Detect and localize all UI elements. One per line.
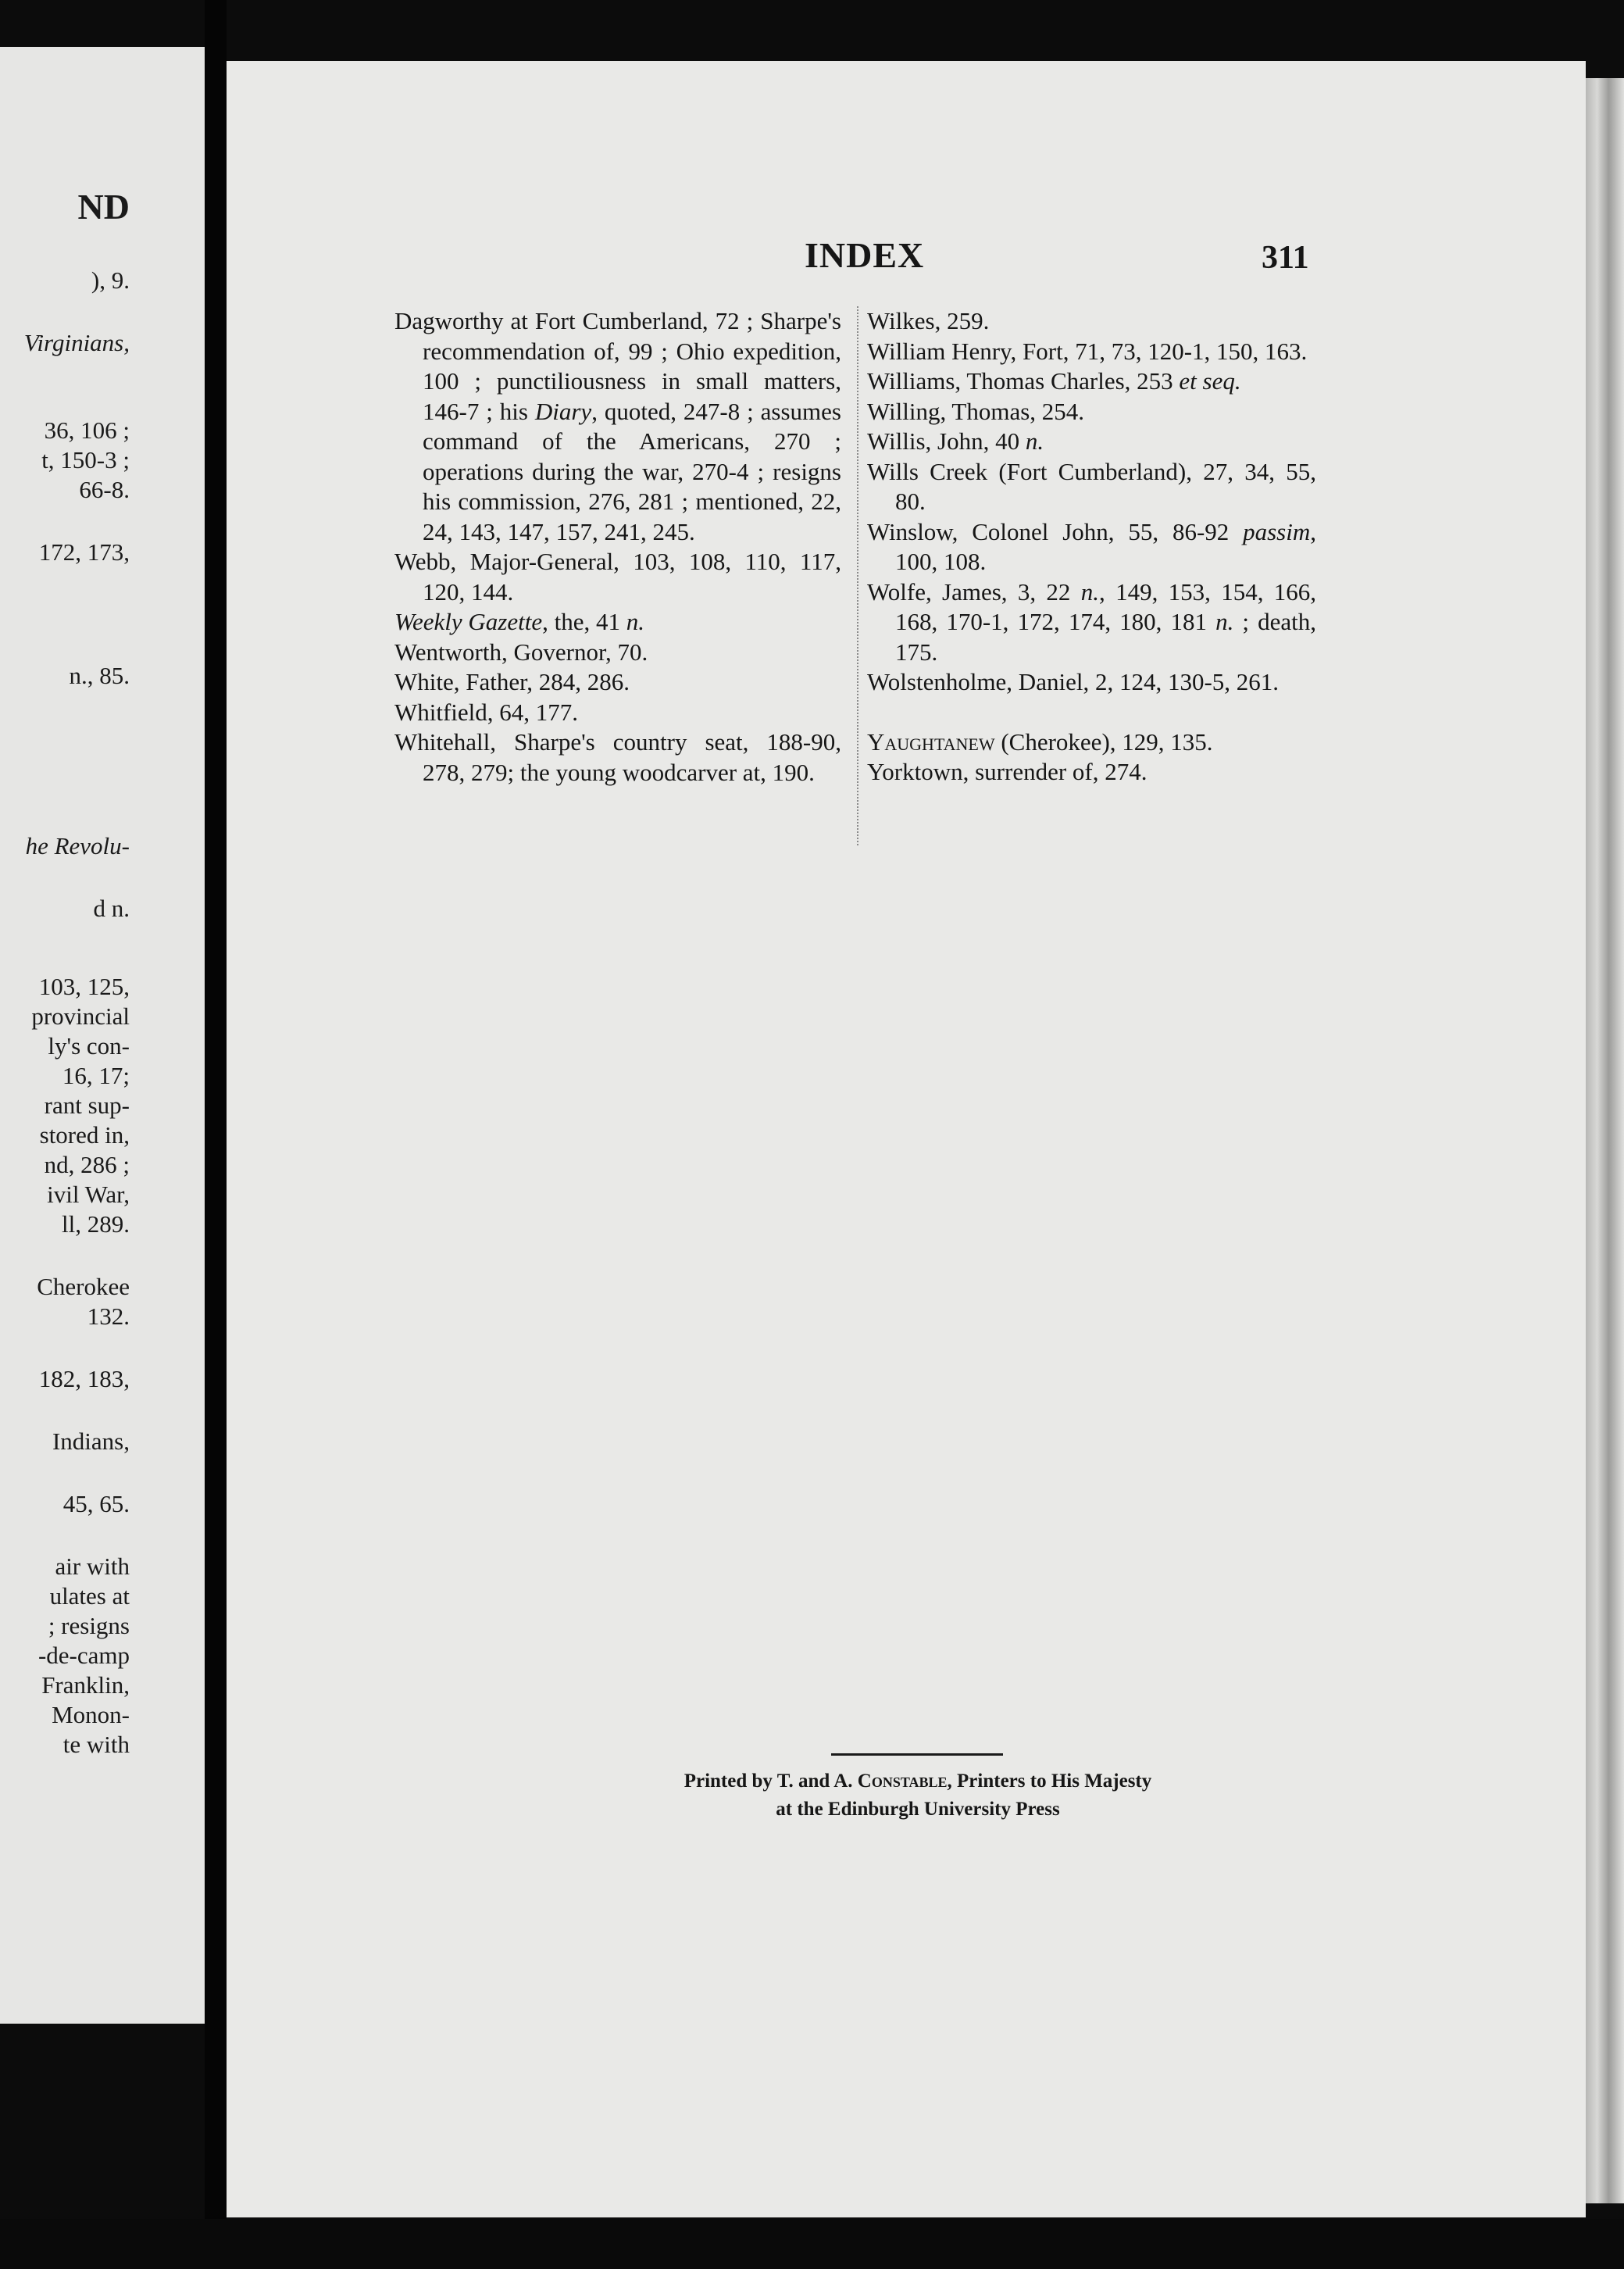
facing-page-text-fragment: d n.	[93, 895, 130, 922]
facing-page-text-fragment: 16, 17;	[62, 1062, 130, 1089]
facing-page-text-fragment: 45, 65.	[62, 1490, 130, 1517]
facing-page-text-fragment: t, 150-3 ;	[41, 446, 130, 473]
index-entry-wolstenholme: Wolstenholme, Daniel, 2, 124, 130-5, 261.	[867, 668, 1280, 695]
facing-page-text-fragment: Monon-	[52, 1701, 130, 1728]
facing-page-text-fragment: ; resigns	[48, 1612, 130, 1639]
page-number: 311	[1262, 240, 1309, 276]
facing-page-text-fragment: 182, 183,	[38, 1365, 130, 1392]
column-divider	[857, 306, 858, 845]
index-entry-whitehall: Whitehall, Sharpe's country seat, 188-90, 278, 279; the young woodcarver at, 190.	[394, 728, 841, 786]
facing-page-text-fragment: Franklin,	[41, 1671, 130, 1699]
facing-page-text-fragment: 66-8.	[79, 476, 130, 503]
facing-page-text-fragment: ulates at	[49, 1582, 130, 1610]
index-entry-yaughtanew: Yaughtanew (Cherokee), 129, 135.	[867, 727, 1213, 756]
index-entry-wolfe: Wolfe, James, 3, 22 n., 149, 153, 154, 166, 168, 170-1, 172, 174, 180, 181 n. ; death, 175.	[867, 577, 1317, 666]
imprint-rule	[831, 1753, 1003, 1756]
facing-page-text-fragment: ), 9.	[91, 266, 130, 294]
index-entry-wentworth: Wentworth, Governor, 70.	[394, 638, 648, 666]
printer-imprint	[547, 1767, 1289, 1824]
facing-page-text-fragment: ly's con-	[48, 1032, 130, 1059]
index-entry-willing: Willing, Thomas, 254.	[867, 397, 1085, 425]
facing-page-text-fragment: -de-camp	[37, 1642, 130, 1669]
facing-page-text-fragment: provincial	[31, 1002, 130, 1030]
imprint-line-1: Printed by T. and A. Constable, Printers to His Majesty	[684, 1771, 1152, 1792]
facing-page-text-fragment: stored in,	[39, 1121, 130, 1149]
facing-page-text-fragment: 103, 125,	[38, 973, 130, 1000]
facing-page-text-fragment: Virginians,	[23, 329, 130, 356]
facing-page-text-fragment: 132.	[87, 1302, 130, 1330]
page-title: INDEX	[805, 235, 925, 275]
index-entry-williams: Williams, Thomas Charles, 253 et seq.	[867, 367, 1241, 395]
facing-page-text-fragment: te with	[62, 1731, 130, 1758]
facing-page-text-fragment: air with	[55, 1553, 130, 1580]
facing-page-text-fragment: he Revolu-	[25, 832, 130, 859]
facing-page-left	[0, 47, 205, 2024]
page-edge	[1586, 78, 1624, 2203]
index-entry-wilkes: Wilkes, 259.	[867, 307, 990, 334]
index-entry-william-henry: William Henry, Fort, 71, 73, 120-1, 150, 163.	[867, 337, 1308, 365]
index-entry-white: White, Father, 284, 286.	[394, 668, 630, 695]
index-entry-dagworthy: Dagworthy at Fort Cumberland, 72 ; Sharpe's recommendation of, 99 ; Ohio expedition, 100 ; punctiliousness in small matters, 146-7 ; his Diary, quoted, 247-8 ; assumes command of the Americans, 270 ; operations during the war, 270-4 ; resigns his commission, 276, 281 ; mentioned, 22, 24, 143, 147, 157, 241, 245.	[394, 307, 841, 545]
index-column-left	[394, 306, 841, 788]
index-entry-wills-creek: Wills Creek (Fort Cumberland), 27, 34, 55, 80.	[867, 457, 1316, 515]
index-entry-whitfield: Whitfield, 64, 177.	[394, 698, 579, 726]
facing-page-text-fragment: rant sup-	[44, 1092, 130, 1119]
index-entry-webb: Webb, Major-General, 103, 108, 110, 117, 120, 144.	[394, 548, 841, 606]
index-entry-weekly-gazette: Weekly Gazette, the, 41 n.	[394, 608, 644, 635]
facing-page-text-fragment: ll, 289.	[62, 1210, 130, 1238]
index-entry-willis: Willis, John, 40 n.	[867, 427, 1044, 455]
facing-page-text-fragment: ND	[77, 187, 130, 227]
imprint-line-2: at the Edinburgh University Press	[776, 1799, 1060, 1820]
scan-border-bottom	[0, 2219, 1624, 2269]
index-entry-winslow: Winslow, Colonel John, 55, 86-92 passim, 100, 108.	[867, 517, 1316, 575]
index-entry-yorktown: Yorktown, surrender of, 274.	[867, 758, 1148, 785]
facing-page-text-fragment: 36, 106 ;	[44, 416, 130, 444]
facing-page-text-fragment: Indians,	[52, 1428, 130, 1455]
book-gutter	[205, 0, 227, 2269]
facing-page-text-fragment: 172, 173,	[38, 538, 130, 566]
facing-page-text-fragment: Cherokee	[37, 1273, 130, 1300]
facing-page-text-fragment: nd, 286 ;	[44, 1151, 130, 1178]
facing-page-text-fragment: ivil War,	[47, 1181, 130, 1208]
index-column-right	[867, 306, 1316, 788]
facing-page-text-fragment: n., 85.	[69, 662, 130, 689]
